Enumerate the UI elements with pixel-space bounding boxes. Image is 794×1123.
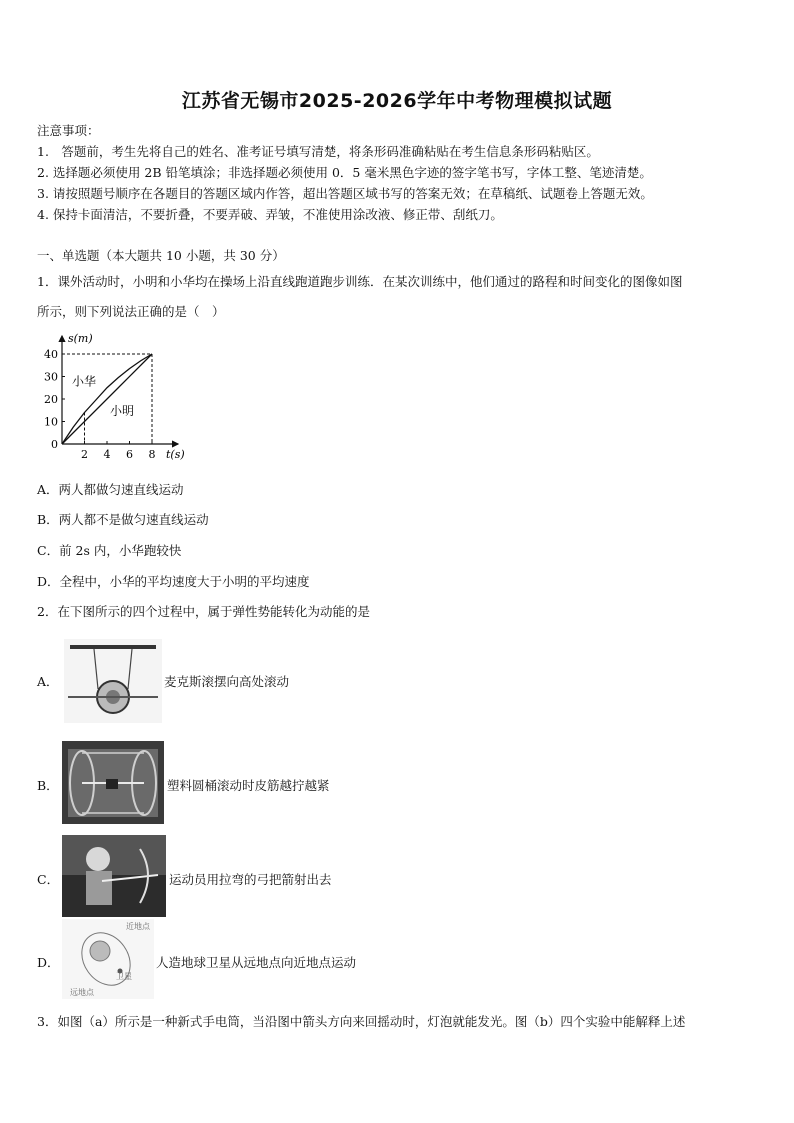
x-tick-label: 2 <box>81 448 88 461</box>
page-title: 江苏省无锡市2025-2026学年中考物理模拟试题 <box>181 90 613 112</box>
q1-chart <box>36 330 196 465</box>
q2-option-a-text: 麦克斯滚摆向高处滚动 <box>164 674 290 689</box>
satellite-label: 卫星 <box>116 972 132 981</box>
q1-option-d: D．全程中，小华的平均速度大于小明的平均速度 <box>37 574 310 589</box>
series-label-xiaoming: 小明 <box>110 403 135 418</box>
q1-stem-line1: 1．课外活动时，小明和小华均在操场上沿直线跑道跑步训练．在某次训练中，他们通过的路程和时间变化的图像如图 <box>37 274 683 289</box>
perigee-label: 近地点 <box>126 922 150 931</box>
notice-item-1: 1. 答题前，考生先将自己的姓名、准考证号填写清楚，将条形码准确粘贴在考生信息条形码粘贴区。 <box>37 144 599 159</box>
q1-option-c: C．前 2s 内，小华跑较快 <box>37 543 182 558</box>
q2-option-c-text: 运动员用拉弯的弓把箭射出去 <box>169 872 332 887</box>
maxwell-pendulum-image <box>64 639 162 723</box>
y-tick-label: 0 <box>51 438 58 451</box>
section-heading: 一、单选题（本大题共 10 小题，共 30 分） <box>37 248 285 263</box>
x-tick-label: 4 <box>103 448 111 461</box>
notice-heading: 注意事项： <box>37 123 100 138</box>
q1-stem-line2: 所示，则下列说法正确的是（ ） <box>37 304 225 319</box>
y-tick-label: 20 <box>44 393 58 406</box>
notice-item-2: 2. 选择题必须使用 2B 铅笔填涂；非选择题必须使用 0．5 毫米黑色字迹的签字笔书写，字体工整、笔迹清楚。 <box>37 165 652 180</box>
q2-option-d-text: 人造地球卫星从远地点向近地点运动 <box>156 955 357 970</box>
y-tick-label: 10 <box>44 415 58 429</box>
x-axis-label: t(s) <box>166 448 185 461</box>
x-tick-label: 8 <box>148 448 156 461</box>
notice-item-3: 3. 请按照题号顺序在各题目的答题区域内作答，超出答题区域书写的答案无效；在草稿纸、试题卷上答题无效。 <box>37 186 653 201</box>
q2-stem: 2．在下图所示的四个过程中，属于弹性势能转化为动能的是 <box>37 604 370 619</box>
q2-option-b-letter: B． <box>37 778 59 793</box>
series-line-xiaoming <box>62 354 152 444</box>
q1-option-a: A．两人都做匀速直线运动 <box>37 482 184 497</box>
plastic-barrel-image <box>62 741 164 824</box>
x-tick-label: 6 <box>126 448 133 461</box>
q3-stem: 3．如图（a）所示是一种新式手电筒，当沿图中箭头方向来回摇动时，灯泡就能发光。图（b）四个实验中能解释上述 <box>37 1014 686 1029</box>
series-label-xiaohua: 小华 <box>72 374 97 389</box>
q2-option-d-letter: D． <box>37 955 60 970</box>
q2-option-c-letter: C． <box>37 872 60 887</box>
q2-option-b-text: 塑料圆桶滚动时皮筋越拧越紧 <box>167 778 330 793</box>
archer-image <box>62 835 166 917</box>
notice-item-4: 4. 保持卡面清洁，不要折叠，不要弄破、弄皱，不准使用涂改液、修正带、刮纸刀。 <box>37 207 503 222</box>
y-axis-label: s(m) <box>68 332 93 345</box>
q1-option-b: B．两人都不是做匀速直线运动 <box>37 512 209 527</box>
q2-option-a-letter: A． <box>37 674 59 689</box>
satellite-orbit-image <box>62 919 154 999</box>
apogee-label: 远地点 <box>70 988 94 997</box>
y-tick-label: 30 <box>44 370 58 384</box>
y-tick-label: 40 <box>44 348 58 361</box>
